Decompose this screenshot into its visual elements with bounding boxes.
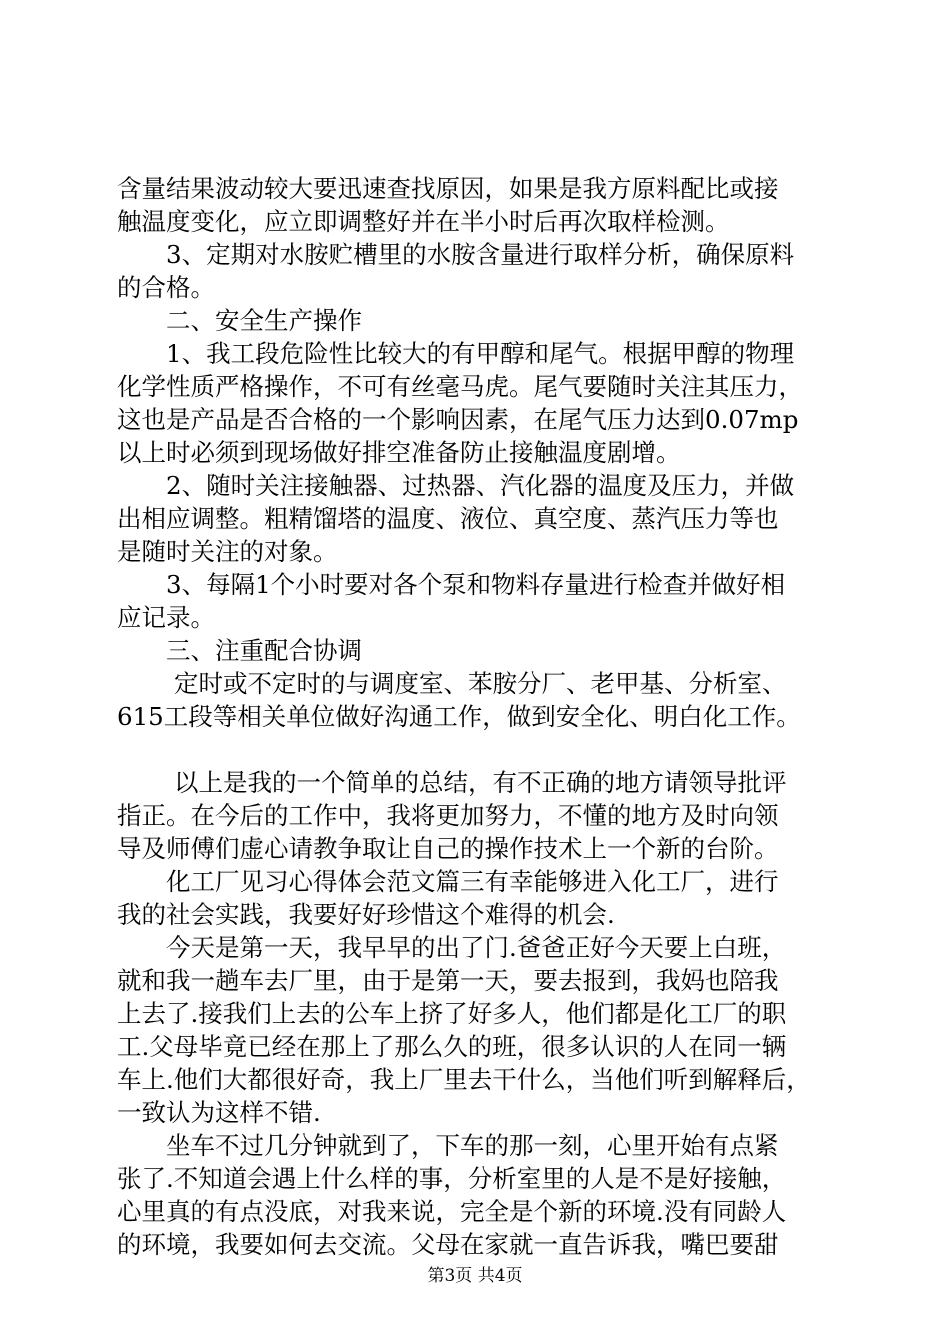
text-line: 车上.他们大都很好奇，我上厂里去干什么，当他们听到解释后， <box>117 1065 811 1094</box>
text-line: 导及师傅们虚心请教争取让自己的操作技术上一个新的台阶。 <box>117 834 779 863</box>
text-line: 化工厂见习心得体会范文篇三有幸能够进入化工厂，进行 <box>166 867 779 896</box>
page-footer: 第3页 共4页 <box>427 1266 523 1286</box>
text-line: 的合格。 <box>117 273 215 302</box>
text-line: 以上是我的一个简单的总结，有不正确的地方请领导批评 <box>174 768 787 797</box>
text-line: 工.父母毕竟已经在那上了那么久的班，很多认识的人在同一辆 <box>117 1032 787 1061</box>
text-line: 以上时必须到现场做好排空准备防止接触温度剧增。 <box>117 438 681 467</box>
text-line: 615工段等相关单位做好沟通工作，做到安全化、明白化工作。 <box>117 702 801 731</box>
text-line: 是随时关注的对象。 <box>117 537 338 566</box>
text-line: 应记录。 <box>117 603 215 632</box>
text-line: 出相应调整。粗精馏塔的温度、液位、真空度、蒸汽压力等也 <box>117 504 779 533</box>
text-line: 1、我工段危险性比较大的有甲醇和尾气。根据甲醇的物理 <box>166 339 795 368</box>
text-line: 张了.不知道会遇上什么样的事，分析室里的人是不是好接触， <box>117 1164 787 1193</box>
text-line: 定时或不定时的与调度室、苯胺分厂、老甲基、分析室、 <box>174 669 787 698</box>
text-line: 的环境，我要如何去交流。父母在家就一直告诉我，嘴巴要甜 <box>117 1230 779 1259</box>
text-line: 含量结果波动较大要迅速查找原因，如果是我方原料配比或接 <box>117 174 779 203</box>
text-line: 这也是产品是否合格的一个影响因素，在尾气压力达到0.07mp <box>117 405 799 434</box>
text-line: 3、每隔1个小时要对各个泵和物料存量进行检查并做好相 <box>166 570 786 599</box>
text-line: 今天是第一天，我早早的出了门.爸爸正好今天要上白班， <box>166 933 787 962</box>
text-line: 坐车不过几分钟就到了，下车的那一刻，心里开始有点紧 <box>166 1131 779 1160</box>
text-line: 3、定期对水胺贮槽里的水胺含量进行取样分析，确保原料 <box>166 240 795 269</box>
section-heading: 二、安全生产操作 <box>166 306 362 335</box>
blank-line <box>117 733 837 766</box>
text-line: 一致认为这样不错. <box>117 1098 321 1127</box>
document-body <box>117 172 837 1261</box>
text-line: 指正。在今后的工作中，我将更加努力，不懂的地方及时向领 <box>117 801 779 830</box>
text-line: 2、随时关注接触器、过热器、汽化器的温度及压力，并做 <box>166 471 795 500</box>
text-line: 触温度变化，应立即调整好并在半小时后再次取样检测。 <box>117 207 730 236</box>
text-line: 心里真的有点没底，对我来说，完全是个新的环境.没有同龄人 <box>117 1197 787 1226</box>
text-line: 上去了.接我们上去的公车上挤了好多人，他们都是化工厂的职 <box>117 999 787 1028</box>
text-line: 我的社会实践，我要好好珍惜这个难得的机会. <box>117 900 615 929</box>
section-heading: 三、注重配合协调 <box>166 636 362 665</box>
text-line: 就和我一趟车去厂里，由于是第一天，要去报到，我妈也陪我 <box>117 966 779 995</box>
text-line: 化学性质严格操作，不可有丝毫马虎。尾气要随时关注其压力， <box>117 372 803 401</box>
